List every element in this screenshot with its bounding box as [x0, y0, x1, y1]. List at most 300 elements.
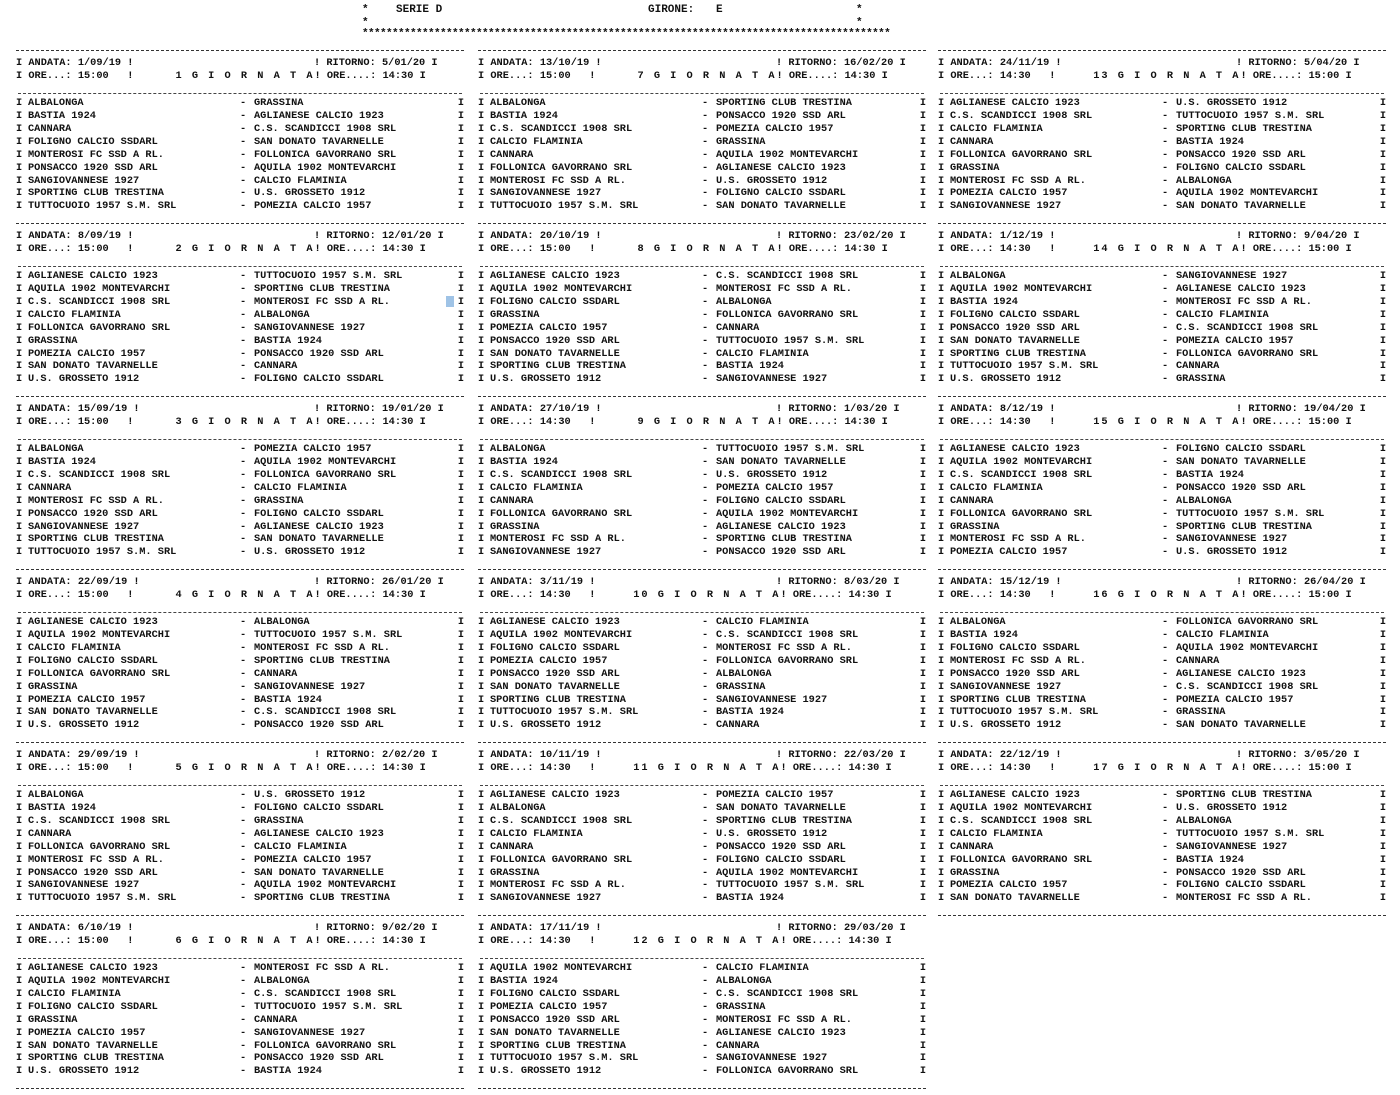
away-team: SAN DONATO TAVARNELLE — [254, 135, 384, 148]
row-border-left: I — [478, 148, 485, 161]
row-border-left: I — [938, 282, 945, 295]
row-border-left: I — [16, 174, 23, 187]
ritorno-value: 22/03/20 — [843, 749, 894, 761]
row-border-left: I — [938, 866, 945, 879]
ore-andata-value: 14:30 — [999, 761, 1031, 774]
home-team: SAN DONATO TAVARNELLE — [28, 706, 158, 719]
match-dash: - — [702, 187, 709, 200]
row-border-left: I — [938, 520, 945, 533]
row-border-right: I — [1379, 360, 1386, 373]
giornata-number: 6 — [175, 934, 184, 947]
away-team: PONSACCO 1920 SSD ARL — [254, 719, 384, 732]
ore-andata-value: 14:30 — [539, 934, 571, 947]
round-header-dates — [478, 57, 926, 70]
row-border-right: I — [919, 961, 926, 974]
ore-ritorno-value: 14:30 — [848, 588, 880, 601]
match-row — [16, 200, 464, 213]
andata-date: I ANDATA: 3/11/19 ! — [478, 576, 596, 588]
ritorno-value: 8/03/20 — [843, 576, 888, 588]
row-border-left: I — [16, 442, 23, 455]
match-dash: - — [240, 533, 247, 546]
ritorno-value: 5/01/20 — [381, 57, 426, 69]
match-row — [478, 815, 926, 828]
match-row — [16, 110, 464, 123]
round-block — [478, 223, 926, 392]
home-team: CALCIO FLAMINIA — [950, 122, 1043, 135]
ritorno-date: ! RITORNO: 26/01/20 I — [314, 576, 444, 588]
away-team: BASTIA 1924 — [716, 360, 784, 373]
home-team: C.S. SCANDICCI 1908 SRL — [490, 814, 633, 827]
row-border-right: I — [919, 135, 926, 148]
away-team: CANNARA — [716, 719, 760, 732]
match-dash: - — [240, 879, 247, 892]
home-team: AQUILA 1902 MONTEVARCHI — [490, 282, 633, 295]
match-dash: - — [702, 494, 709, 507]
separator-line — [938, 223, 1386, 230]
row-border-right: I — [1379, 442, 1386, 455]
ore-andata: I ORE...: 14:30 ! — [478, 761, 596, 774]
away-team: AGLIANESE CALCIO 1923 — [716, 1026, 846, 1039]
away-team: PONSACCO 1920 SSD ARL — [1176, 866, 1306, 879]
round-header-times — [478, 762, 926, 775]
match-dash: - — [240, 282, 247, 295]
row-border-left: I — [16, 308, 23, 321]
row-border-right: I — [1379, 879, 1386, 892]
row-border-right: I — [457, 187, 464, 200]
match-row — [478, 694, 926, 707]
away-team: POMEZIA CALCIO 1957 — [1176, 693, 1294, 706]
home-team: POMEZIA CALCIO 1957 — [950, 546, 1068, 559]
home-team: MONTEROSI FC SSD A RL. — [28, 853, 164, 866]
home-team: SAN DONATO TAVARNELLE — [950, 334, 1080, 347]
match-dash: - — [240, 840, 247, 853]
row-border-right: I — [919, 706, 926, 719]
header-separator — [480, 602, 924, 613]
row-border-left: I — [938, 269, 945, 282]
row-border-left: I — [478, 455, 485, 468]
row-border-right: I — [919, 853, 926, 866]
row-border-left: I — [16, 987, 23, 1000]
closing-separator — [938, 915, 1386, 922]
match-dash: - — [1162, 693, 1169, 706]
row-border-right: I — [457, 334, 464, 347]
ore-andata-value: 15:00 — [77, 934, 109, 947]
row-border-left: I — [478, 987, 485, 1000]
text-cursor-selection[interactable] — [446, 296, 454, 307]
row-border-right: I — [919, 1039, 926, 1052]
row-border-left: I — [16, 827, 23, 840]
row-border-right: I — [1379, 148, 1386, 161]
home-team: AGLIANESE CALCIO 1923 — [28, 269, 158, 282]
ore-andata: I ORE...: 14:30 ! — [478, 415, 596, 428]
ritorno-value: 19/04/20 — [1303, 403, 1354, 415]
away-team: SPORTING CLUB TRESTINA — [254, 282, 390, 295]
row-border-left: I — [16, 1013, 23, 1026]
match-dash: - — [240, 706, 247, 719]
home-team: FOLIGNO CALCIO SSDARL — [490, 987, 620, 1000]
away-team: FOLIGNO CALCIO SSDARL — [254, 373, 384, 386]
giornata-number: 15 — [1093, 415, 1110, 428]
header-separator — [18, 429, 462, 440]
ore-ritorno: ! ORE....: 14:30 I — [314, 934, 426, 947]
andata-value: 29/09/19 — [77, 749, 128, 761]
away-team: BASTIA 1924 — [716, 706, 784, 719]
match-row — [938, 200, 1386, 213]
home-team: FOLLONICA GAVORRANO SRL — [950, 507, 1093, 520]
row-border-left: I — [478, 814, 485, 827]
row-border-right: I — [919, 1052, 926, 1065]
match-dash: - — [1162, 520, 1169, 533]
home-team: AGLIANESE CALCIO 1923 — [28, 615, 158, 628]
ritorno-date: ! RITORNO: 5/01/20 I — [314, 57, 438, 69]
giornata-label: G I O R N A T A — [1117, 761, 1241, 774]
away-team: CANNARA — [254, 1013, 298, 1026]
away-team: SANGIOVANNESE 1927 — [254, 321, 366, 334]
row-border-right: I — [1379, 334, 1386, 347]
ore-ritorno-value: 14:30 — [382, 588, 414, 601]
away-team: AQUILA 1902 MONTEVARCHI — [254, 455, 397, 468]
row-border-right: I — [919, 788, 926, 801]
row-border-right: I — [457, 269, 464, 282]
match-dash: - — [702, 295, 709, 308]
andata-value: 27/10/19 — [539, 403, 590, 415]
row-border-left: I — [478, 641, 485, 654]
ritorno-value: 2/02/20 — [381, 749, 426, 761]
home-team: U.S. GROSSETO 1912 — [28, 719, 140, 732]
match-row — [938, 187, 1386, 200]
match-dash: - — [702, 174, 709, 187]
row-border-right: I — [919, 468, 926, 481]
row-border-left: I — [16, 148, 23, 161]
ritorno-label: ! RITORNO: — [776, 57, 838, 69]
ore-andata-value: 14:30 — [539, 588, 571, 601]
away-team: POMEZIA CALCIO 1957 — [716, 481, 834, 494]
row-border-right: I — [457, 1000, 464, 1013]
row-border-left: I — [478, 1026, 485, 1039]
match-row — [16, 123, 464, 136]
ore-andata-value: 14:30 — [539, 415, 571, 428]
ore-ritorno-label: ! ORE....: — [1240, 588, 1303, 601]
ritorno-label: ! RITORNO: — [776, 749, 838, 761]
away-team: C.S. SCANDICCI 1908 SRL — [716, 628, 859, 641]
ore-andata-value: 14:30 — [999, 415, 1031, 428]
home-team: CALCIO FLAMINIA — [950, 481, 1043, 494]
row-border-right: I — [457, 373, 464, 386]
spacer — [176, 922, 314, 935]
row-border-right: I — [919, 667, 926, 680]
ore-ritorno: ! ORE....: 15:00 I — [1240, 588, 1352, 601]
away-team: AQUILA 1902 MONTEVARCHI — [254, 879, 397, 892]
match-row — [938, 309, 1386, 322]
row-border-right: I — [919, 680, 926, 693]
match-row — [16, 706, 464, 719]
header-star-left-2: * — [362, 17, 369, 29]
home-team: C.S. SCANDICCI 1908 SRL — [28, 295, 171, 308]
away-team: POMEZIA CALCIO 1957 — [716, 788, 834, 801]
ore-ritorno-label: ! ORE....: — [1240, 761, 1303, 774]
away-team: AQUILA 1902 MONTEVARCHI — [1176, 187, 1319, 200]
row-border-left: I — [16, 200, 23, 213]
away-team: C.S. SCANDICCI 1908 SRL — [716, 269, 859, 282]
row-border-right: I — [457, 719, 464, 732]
row-border-right: I — [919, 96, 926, 109]
away-team: FOLIGNO CALCIO SSDARL — [716, 494, 846, 507]
row-border-left: I — [478, 96, 485, 109]
away-team: FOLIGNO CALCIO SSDARL — [254, 507, 384, 520]
away-team: AGLIANESE CALCIO 1923 — [716, 520, 846, 533]
ritorno-label: ! RITORNO: — [776, 403, 838, 415]
match-dash: - — [240, 360, 247, 373]
away-team: SPORTING CLUB TRESTINA — [716, 96, 852, 109]
row-border-left: I — [938, 853, 945, 866]
row-border-right: I — [919, 360, 926, 373]
match-row — [16, 335, 464, 348]
row-border-left: I — [16, 719, 23, 732]
match-dash: - — [702, 654, 709, 667]
ritorno-label: ! RITORNO: — [1236, 230, 1298, 242]
match-dash: - — [240, 892, 247, 905]
ore-label: ORE...: — [28, 934, 72, 947]
ore-andata: I ORE...: 14:30 ! — [938, 69, 1056, 82]
row-border-right: I — [457, 442, 464, 455]
round-block — [16, 50, 464, 219]
row-border-right: I — [919, 654, 926, 667]
andata-label: ANDATA: — [490, 403, 534, 415]
match-dash: - — [240, 269, 247, 282]
away-team: FOLIGNO CALCIO SSDARL — [716, 187, 846, 200]
match-dash: - — [1162, 719, 1169, 732]
away-team: PONSACCO 1920 SSD ARL — [254, 1052, 384, 1065]
ore-andata: I ORE...: 15:00 ! — [16, 934, 134, 947]
row-border-right: I — [1379, 801, 1386, 814]
ore-ritorno: ! ORE....: 14:30 I — [780, 761, 892, 774]
giornata-label: G I O R N A T A — [1117, 588, 1241, 601]
giornata-number: 17 — [1093, 761, 1110, 774]
match-row — [478, 335, 926, 348]
row-border-right: I — [457, 321, 464, 334]
home-team: U.S. GROSSETO 1912 — [950, 719, 1062, 732]
row-border-left: I — [478, 135, 485, 148]
giornata-number: 8 — [637, 242, 646, 255]
ore-ritorno-label: ! ORE....: — [780, 761, 843, 774]
ore-andata: I ORE...: 15:00 ! — [16, 69, 134, 82]
home-team: CALCIO FLAMINIA — [950, 827, 1043, 840]
match-row — [938, 136, 1386, 149]
match-dash: - — [1162, 200, 1169, 213]
match-dash: - — [1162, 360, 1169, 373]
away-team: AGLIANESE CALCIO 1923 — [254, 109, 384, 122]
row-border-right: I — [457, 135, 464, 148]
ritorno-label: ! RITORNO: — [776, 922, 838, 934]
match-dash: - — [240, 334, 247, 347]
home-team: CANNARA — [28, 481, 72, 494]
ore-ritorno-label: ! ORE....: — [780, 588, 843, 601]
andata-label: ANDATA: — [950, 749, 994, 761]
home-team: SANGIOVANNESE 1927 — [490, 546, 602, 559]
row-border-right: I — [457, 1026, 464, 1039]
giornata-title — [1093, 589, 1240, 602]
row-border-left: I — [478, 269, 485, 282]
match-dash: - — [702, 269, 709, 282]
away-team: CANNARA — [254, 667, 298, 680]
ore-andata: I ORE...: 14:30 ! — [938, 415, 1056, 428]
ritorno-label: ! RITORNO: — [314, 922, 376, 934]
home-team: CALCIO FLAMINIA — [28, 308, 121, 321]
ore-ritorno: ! ORE....: 15:00 I — [1240, 69, 1352, 82]
home-team: SPORTING CLUB TRESTINA — [28, 533, 164, 546]
home-team: ALBALONGA — [490, 801, 546, 814]
home-team: SPORTING CLUB TRESTINA — [490, 1039, 626, 1052]
home-team: CALCIO FLAMINIA — [28, 987, 121, 1000]
home-team: AGLIANESE CALCIO 1923 — [28, 961, 158, 974]
round-header-dates — [16, 57, 464, 70]
ritorno-value: 26/01/20 — [381, 576, 432, 588]
andata-date: I ANDATA: 24/11/19 ! — [938, 57, 1062, 69]
ore-label: ORE...: — [950, 415, 994, 428]
match-row — [938, 867, 1386, 880]
match-row — [938, 322, 1386, 335]
match-dash: - — [240, 1039, 247, 1052]
home-team: GRASSINA — [28, 680, 78, 693]
girone-label: GIRONE: — [648, 4, 695, 16]
ritorno-label: ! RITORNO: — [776, 230, 838, 242]
spacer — [638, 749, 776, 762]
match-dash: - — [240, 455, 247, 468]
ritorno-date: ! RITORNO: 19/01/20 I — [314, 403, 444, 415]
match-row — [478, 719, 926, 732]
ore-label: ORE...: — [490, 69, 534, 82]
home-team: PONSACCO 1920 SSD ARL — [490, 667, 620, 680]
home-team: C.S. SCANDICCI 1908 SRL — [490, 468, 633, 481]
row-border-left: I — [478, 494, 485, 507]
match-row — [16, 149, 464, 162]
match-row — [478, 867, 926, 880]
match-dash: - — [702, 801, 709, 814]
match-row — [478, 521, 926, 534]
ore-ritorno-value: 14:30 — [382, 934, 414, 947]
home-team: U.S. GROSSETO 1912 — [950, 373, 1062, 386]
match-row — [478, 975, 926, 988]
row-border-right: I — [1379, 520, 1386, 533]
away-team: MONTEROSI FC SSD A RL. — [1176, 295, 1312, 308]
giornata-title — [633, 589, 780, 602]
ore-ritorno: ! ORE....: 15:00 I — [1240, 415, 1352, 428]
home-team: C.S. SCANDICCI 1908 SRL — [28, 468, 171, 481]
home-team: GRASSINA — [28, 334, 78, 347]
match-dash: - — [240, 122, 247, 135]
home-team: POMEZIA CALCIO 1957 — [28, 347, 146, 360]
row-border-right: I — [1379, 853, 1386, 866]
match-row — [938, 815, 1386, 828]
row-border-left: I — [478, 200, 485, 213]
match-dash: - — [702, 96, 709, 109]
match-dash: - — [1162, 680, 1169, 693]
document-header — [362, 4, 891, 46]
away-team: AGLIANESE CALCIO 1923 — [254, 520, 384, 533]
match-row — [478, 373, 926, 386]
match-row — [478, 309, 926, 322]
away-team: C.S. SCANDICCI 1908 SRL — [1176, 680, 1319, 693]
row-border-left: I — [938, 667, 945, 680]
round-header-dates — [938, 230, 1386, 243]
row-border-left: I — [16, 187, 23, 200]
away-team: SANGIOVANNESE 1927 — [254, 680, 366, 693]
row-border-left: I — [938, 546, 945, 559]
match-row — [16, 348, 464, 361]
round-block — [938, 569, 1386, 738]
match-dash: - — [702, 308, 709, 321]
row-border-right: I — [457, 200, 464, 213]
row-border-left: I — [478, 321, 485, 334]
row-border-left: I — [938, 161, 945, 174]
row-border-right: I — [919, 974, 926, 987]
away-team: CALCIO FLAMINIA — [1176, 628, 1269, 641]
home-team: TUTTOCUOIO 1957 S.M. SRL — [950, 706, 1099, 719]
home-team: BASTIA 1924 — [950, 295, 1018, 308]
home-team: SPORTING CLUB TRESTINA — [950, 347, 1086, 360]
home-team: ALBALONGA — [28, 96, 84, 109]
header-star-left: * — [362, 4, 369, 16]
match-row — [478, 162, 926, 175]
match-dash: - — [1162, 827, 1169, 840]
round-header-times — [938, 243, 1386, 256]
home-team: CANNARA — [28, 827, 72, 840]
row-border-left: I — [16, 360, 23, 373]
match-row — [478, 1040, 926, 1053]
ore-ritorno-value: 14:30 — [844, 415, 876, 428]
row-border-left: I — [938, 96, 945, 109]
ore-andata: I ORE...: 15:00 ! — [478, 69, 596, 82]
ore-ritorno-value: 14:30 — [382, 242, 414, 255]
away-team: CANNARA — [716, 1039, 760, 1052]
header-star-right: * — [856, 4, 863, 16]
row-border-right: I — [1379, 654, 1386, 667]
round-block — [478, 742, 926, 911]
andata-label: ANDATA: — [28, 230, 72, 242]
away-team: AQUILA 1902 MONTEVARCHI — [1176, 641, 1319, 654]
home-team: ALBALONGA — [490, 442, 546, 455]
match-row — [938, 642, 1386, 655]
match-dash: - — [702, 680, 709, 693]
row-border-left: I — [16, 334, 23, 347]
andata-value: 15/12/19 — [999, 576, 1050, 588]
row-border-left: I — [16, 122, 23, 135]
match-row — [478, 546, 926, 559]
match-dash: - — [1162, 174, 1169, 187]
row-border-left: I — [16, 109, 23, 122]
round-header-times — [16, 762, 464, 775]
round-header-times — [478, 589, 926, 602]
match-row — [478, 706, 926, 719]
andata-value: 1/09/19 — [77, 57, 122, 69]
match-dash: - — [702, 520, 709, 533]
ritorno-date: ! RITORNO: 9/02/20 I — [314, 922, 438, 934]
match-dash: - — [702, 827, 709, 840]
away-team: ALBALONGA — [716, 295, 772, 308]
row-border-left: I — [478, 295, 485, 308]
row-border-right: I — [919, 693, 926, 706]
away-team: ALBALONGA — [254, 308, 310, 321]
match-row — [16, 815, 464, 828]
away-team: SPORTING CLUB TRESTINA — [1176, 520, 1312, 533]
ritorno-value: 19/01/20 — [381, 403, 432, 415]
match-dash: - — [1162, 788, 1169, 801]
ore-ritorno: ! ORE....: 14:30 I — [314, 415, 426, 428]
row-border-left: I — [478, 667, 485, 680]
row-border-right: I — [1379, 533, 1386, 546]
row-border-right: I — [457, 615, 464, 628]
home-team: SAN DONATO TAVARNELLE — [490, 680, 620, 693]
